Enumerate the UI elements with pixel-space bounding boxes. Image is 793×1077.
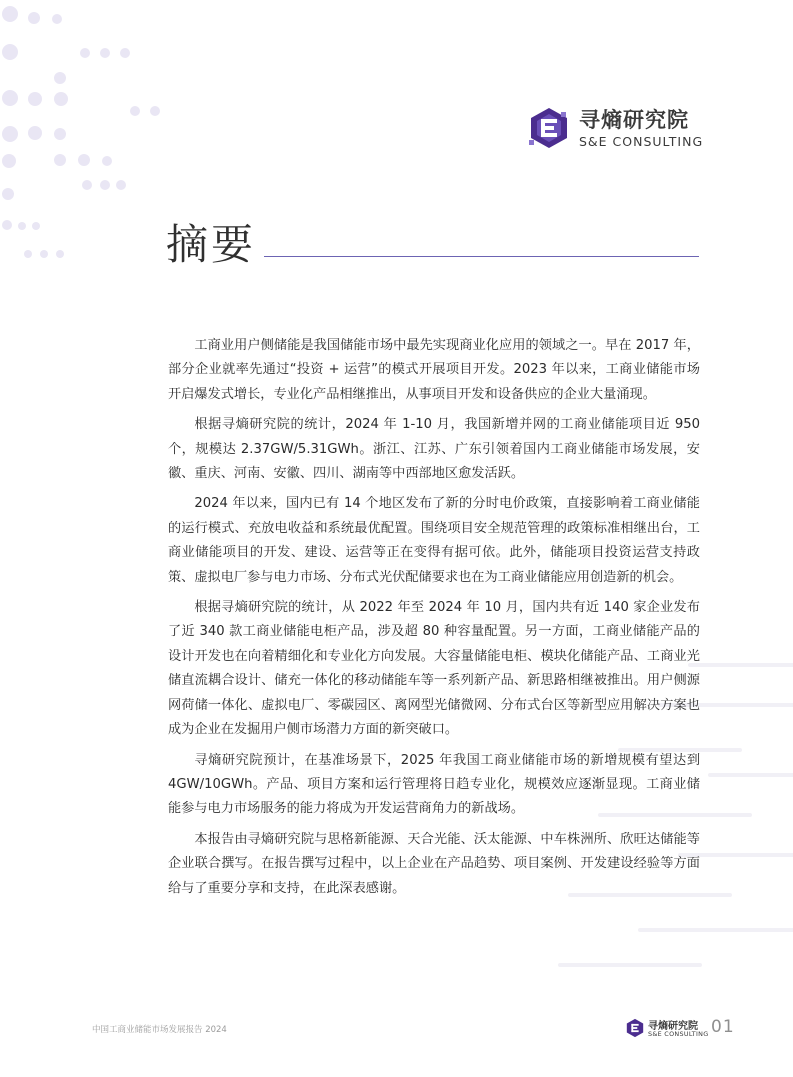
paragraph: 2024 年以来，国内已有 14 个地区发布了新的分时电价政策，直接影响着工商业储能的运行模式、充放电收益和系统最优配置。围绕项目安全规范管理的政策标准相继出台，工商业储能项目的开发、建设、运营等正在变得有据可依。此外，储能项目投资运营支持政策、虚拟电厂参与电力市场、分布式光伏配储要求也在为工商业储能应用创造新的机会。 bbox=[168, 496, 700, 585]
page-title: 摘要 bbox=[166, 220, 257, 269]
paragraph: 本报告由寻熵研究院与思格新能源、天合光能、沃太能源、中车株洲所、欣旺达储能等企业联合撰写。在报告撰写过程中，以上企业在产品趋势、项目案例、开发建设经验等方面给与了重要分享和支持，在此深表感谢。 bbox=[168, 831, 700, 896]
title-divider bbox=[264, 256, 699, 257]
footer-logo bbox=[625, 1017, 707, 1041]
se-logo-icon bbox=[625, 1018, 645, 1038]
page-number: 01 bbox=[711, 1017, 735, 1037]
paragraph: 根据寻熵研究院的统计，从 2022 年至 2024 年 10 月，国内共有近 140 家企业发布了近 340 款工商业储能电柜产品，涉及超 80 种容量配置。另一方面，工商业储能产品的设计开发也在向着精细化和专业化方向发展。大容量储能电柜、模块化储能产品、工商业光储直流耦合设计、储充一体化的移动储能车等一系列新产品、新思路相继被推出。用户侧源网荷储一体化、虚拟电厂、零碳园区、离网型光储微网、分布式台区等新型应用解决方案也成为企业在发掘用户侧市场潜力方面的新突破口。 bbox=[168, 600, 700, 738]
se-logo-icon bbox=[527, 106, 571, 150]
logo-name-cn: 寻熵研究院 bbox=[579, 108, 689, 132]
logo-name-en: S&E CONSULTING bbox=[579, 134, 704, 149]
paragraph: 工商业用户侧储能是我国储能市场中最先实现商业化应用的领域之一。早在 2017 年，部分企业就率先通过“投资 + 运营”的模式开展项目开发。2023 年以来，工商业储能市场开启爆发式增长，专业化产品相继推出，从事项目开发和设备供应的企业大量涌现。 bbox=[168, 338, 700, 402]
paragraph: 根据寻熵研究院的统计，2024 年 1-10 月，我国新增并网的工商业储能项目近 950 个，规模达 2.37GW/5.31GWh。浙江、江苏、广东引领着国内工商业储能市场发展，安徽、重庆、河南、安徽、四川、湖南等中西部地区愈发活跃。 bbox=[168, 417, 700, 482]
footer-logo-name-cn: 寻熵研究院 bbox=[648, 1021, 698, 1032]
paragraph: 寻熵研究院预计，在基准场景下，2025 年我国工商业储能市场的新增规模有望达到 4GW/10GWh。产品、项目方案和运行管理将日趋专业化，规模效应逐渐显现。工商业储能参与电力市场服务的能力将成为开发运营商角力的新战场。 bbox=[168, 752, 700, 817]
footer-report-title: 中国工商业储能市场发展报告 2024 bbox=[92, 1025, 227, 1035]
footer-logo-name-en: S&E CONSULTING bbox=[648, 1030, 709, 1038]
header-logo bbox=[527, 104, 707, 152]
abstract-body bbox=[168, 334, 700, 907]
